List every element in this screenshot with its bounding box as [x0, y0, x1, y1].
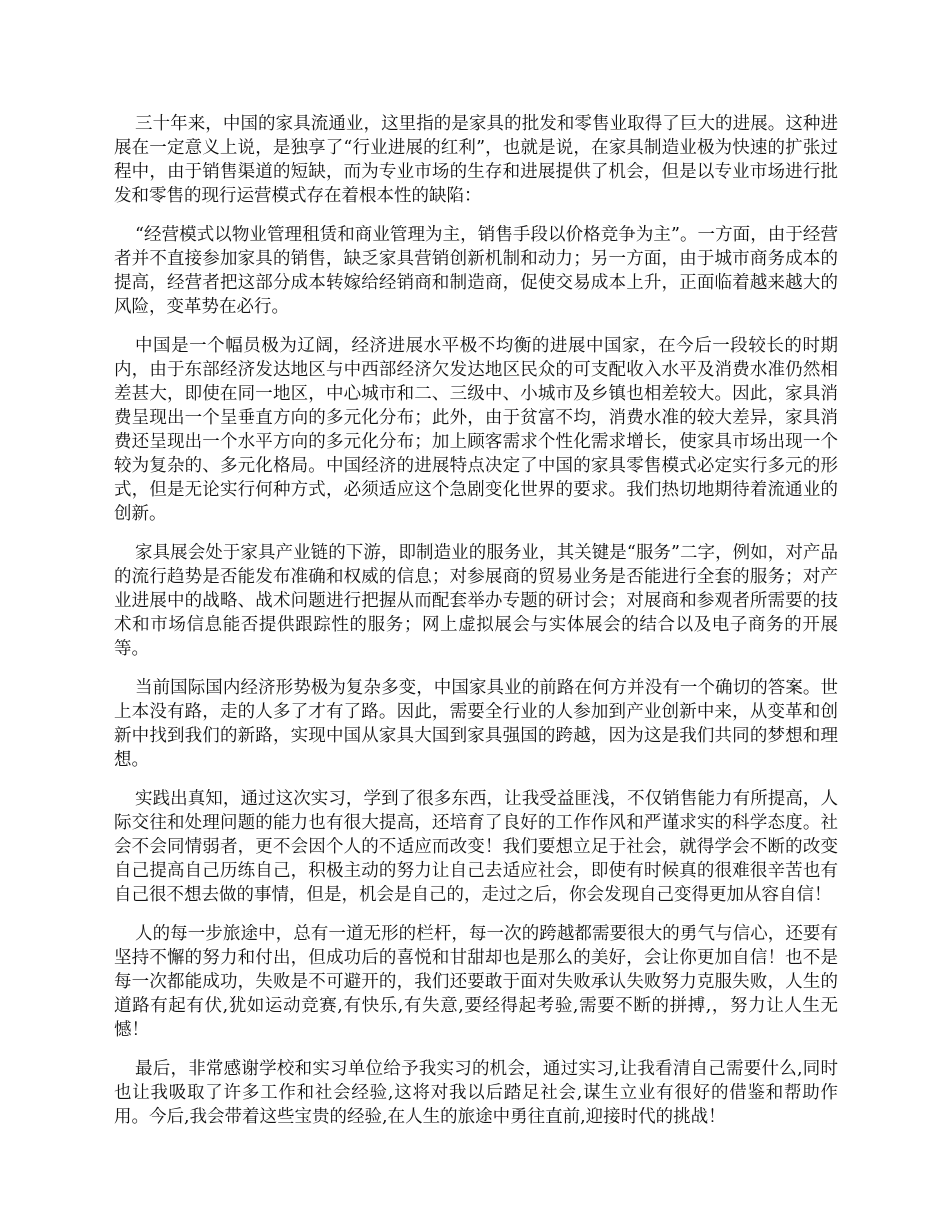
paragraph-2: “经营模式以物业管理租赁和商业管理为主，销售手段以价格竞争为主”。一方面，由于经营者并不直接参加家具的销售，缺乏家具营销创新机制和动力；另一方面，由于城市商务成本的提高，经营者把这部分成本转嫁给经销商和制造商，促使交易成本上升，正面临着越来越大的风险，变革势在必行。 — [114, 225, 838, 317]
paragraph-3: 中国是一个幅员极为辽阔，经济进展水平极不均衡的进展中国家，在今后一段较长的时期内，由于东部经济发达地区与中西部经济欠发达地区民众的可支配收入水平及消费水准仍然相差甚大，即使在同一地区，中心城市和二、三级中、小城市及乡镇也相差较大。因此，家具消费呈现出一个呈垂直方向的多元化分布；此外，由于贫富不均，消费水准的较大差异，家具消费还呈现出一个水平方向的多元化分布；加上顾客需求个性化需求增长，使家具市场出现一个较为复杂的、多元化格局。中国经济的进展特点决定了中国的家具零售模式必定实行多元的形式，但是无论实行何种方式，必须适应这个急剧变化世界的要求。我们热切地期待着流通业的创新。 — [114, 336, 838, 524]
paragraph-7: 人的每一步旅途中，总有一道无形的栏杆，每一次的跨越都需要很大的勇气与信心，还要有坚持不懈的努力和付出，但成功后的喜悦和甘甜却也是那么的美好，会让你更加自信！也不是每一次都能成功，失败是不可避开的，我们还要敢于面对失败承认失败努力克服失败，人生的道路有起有伏,犹如运动竞赛,有快乐,有失意,要经得起考验,需要不断的拼搏,，努力让人生无憾！ — [114, 924, 838, 1040]
paragraph-8: 最后，非常感谢学校和实习单位给予我实习的机会，通过实习,让我看清自己需要什么,同时也让我吸取了许多工作和社会经验,这将对我以后踏足社会,谋生立业有很好的借鉴和帮助作用。今后,我会带着这些宝贵的经验,在人生的旅途中勇往直前,迎接时代的挑战！ — [114, 1059, 838, 1127]
paragraph-4: 家具展会处于家具产业链的下游，即制造业的服务业，其关键是“服务”二字，例如，对产品的流行趋势是否能发布准确和权威的信息；对参展商的贸易业务是否能进行全套的服务；对产业进展中的战略、战术问题进行把握从而配套举办专题的研讨会；对展商和参观者所需要的技术和市场信息能否提供跟踪性的服务；网上虚拟展会与实体展会的结合以及电子商务的开展等。 — [114, 543, 838, 659]
paragraph-5: 当前国际国内经济形势极为复杂多变，中国家具业的前路在何方并没有一个确切的答案。世上本没有路，走的人多了才有了路。因此，需要全行业的人参加到产业创新中来，从变革和创新中找到我们的新路，实现中国从家具大国到家具强国的跨越，因为这是我们共同的梦想和理想。 — [114, 678, 838, 770]
paragraph-1: 三十年来，中国的家具流通业，这里指的是家具的批发和零售业取得了巨大的进展。这种进展在一定意义上说，是独享了“行业进展的红利”，也就是说，在家具制造业极为快速的扩张过程中，由于销售渠道的短缺，而为专业市场的生存和进展提供了机会，但是以专业市场进行批发和零售的现行运营模式存在着根本性的缺陷： — [114, 114, 838, 206]
paragraph-6: 实践出真知，通过这次实习，学到了很多东西，让我受益匪浅，不仅销售能力有所提高，人际交往和处理问题的能力也有很大提高，还培育了良好的工作作风和严谨求实的科学态度。社会不会同情弱者，更不会因个人的不适应而改变！我们要想立足于社会，就得学会不断的改变自己提高自己历练自己，积极主动的努力让自己去适应社会，即使有时候真的很难很辛苦也有自己很不想去做的事情，但是，机会是自己的，走过之后，你会发现自己变得更加从容自信！ — [114, 789, 838, 905]
document-page — [114, 112, 838, 1144]
